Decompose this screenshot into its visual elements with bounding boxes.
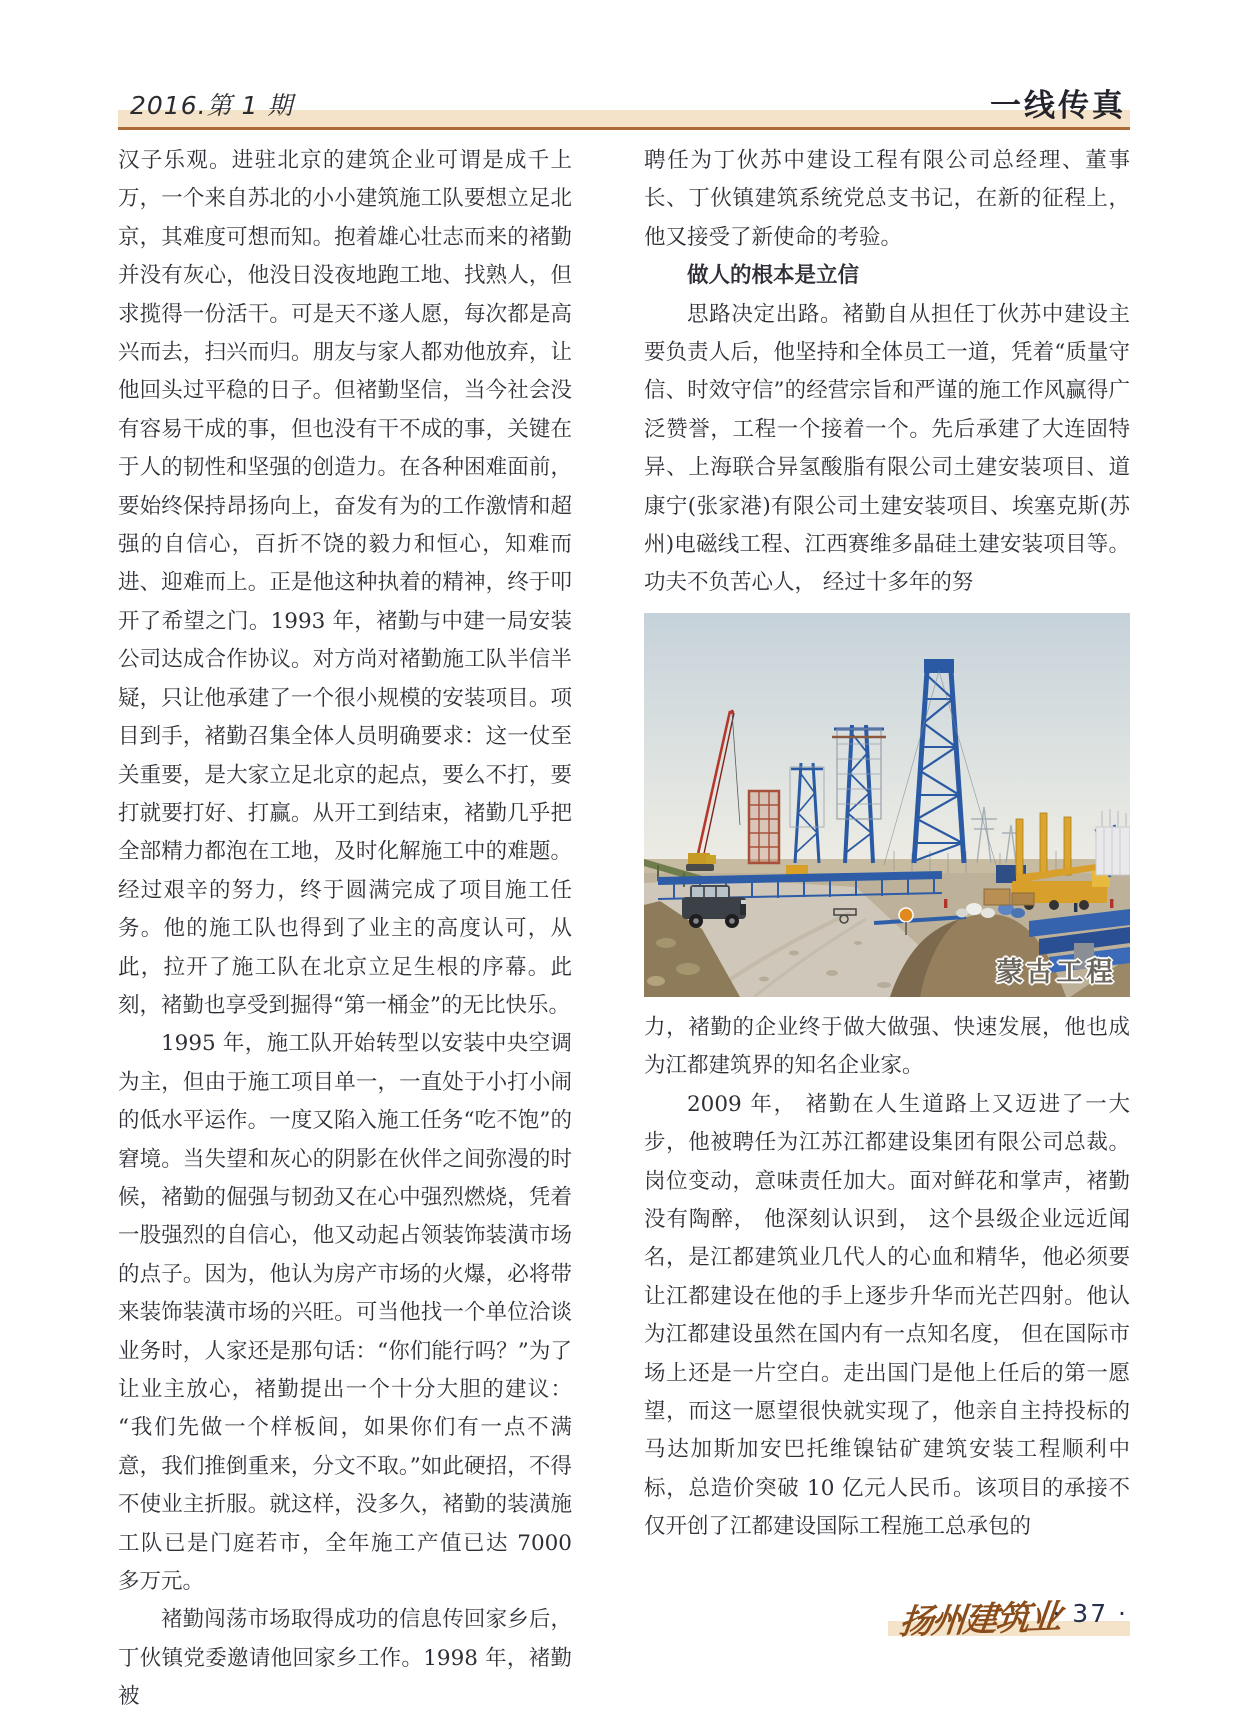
paragraph: 2009 年， 褚勤在人生道路上又迈进了一大步，他被聘任为江苏江都建设集团有限公司总裁。岗位变动，意味责任加大。面对鲜花和掌声，褚勤没有陶醉， 他深刻认识到， 这个县级企业远近闻名，是江都建筑业几代人的心血和精华，他必须要让江都建设在他的手上逐步升华而光芒四射。他认为江都建设虽然在国内有一点知名度， 但在国际市场上还是一片空白。走出国门是他上任后的第一愿望，而这一愿望很快就实现了，他亲自主持投标的马达加斯加安巴托维镍钴矿建筑安装工程顺利中标，总造价突破 10 亿元人民币。该项目的承接不仅开创了江都建设国际工程施工总承包的: [644, 1091, 1130, 1540]
paragraph: 汉子乐观。进驻北京的建筑企业可谓是成千上万，一个来自苏北的小小建筑施工队要想立足北京，其难度可想而知。抱着雄心壮志而来的褚勤并没有灰心，他没日没夜地跑工地、找熟人，但求揽得一份活干。可是天不遂人愿，每次都是高兴而去，扫兴而归。朋友与家人都劝他放弃，让他回头过平稳的日子。但褚勤坚信，当今社会没有容易干成的事，但也没有干不成的事，关键在于人的韧性和坚强的创造力。在各种困难面前，要始终保持昂扬向上，奋发有为的工作激情和超强的自信心，百折不饶的毅力和恒心，知难而进、迎难而上。正是他这种执着的精神，终于叩开了希望之门。1993 年，褚勤与中建一局安装公司达成合作协议。对方尚对褚勤施工队半信半疑，只让他承建了一个很小规模的安装项目。项目到手，褚勤召集全体人员明确要求：这一仗至关重要，是大家立足北京的起点，要么不打，要打就要打好、打赢。从开工到结束，褚勤几乎把全部精力都泡在工地，及时化解施工中的难题。经过艰辛的努力，终于圆满完成了项目施工任务。他的施工队也得到了业主的高度认可，从此，拉开了施工队在北京立足生根的序幕。此刻，褚勤也享受到掘得“第一桶金”的无比快乐。: [118, 148, 572, 1018]
photo-figure: [644, 613, 1130, 997]
paragraph: 聘任为丁伙苏中建设工程有限公司总经理、董事长、丁伙镇建筑系统党总支书记，在新的征程上，他又接受了新使命的考验。: [644, 148, 1130, 250]
page-number: · 37 ·: [1052, 1599, 1128, 1628]
paragraph: 力，褚勤的企业终于做大做强、快速发展，他也成为江都建筑界的知名企业家。: [644, 1014, 1130, 1079]
photo-caption: 蒙古工程: [996, 956, 1116, 988]
article-subheading: 做人的根本是立信: [687, 263, 860, 289]
issue-label: 2016.第 1 期: [130, 91, 294, 120]
left-column: [118, 142, 572, 1717]
paragraph: 1995 年，施工队开始转型以安装中央空调为主，但由于施工项目单一，一直处于小打小闹的低水平运作。一度又陷入施工任务“吃不饱”的窘境。当失望和灰心的阴影在伙伴之间弥漫的时候，褚勤的倔强与韧劲又在心中强烈燃烧，凭着一股强烈的自信心，他又动起占领装饰装潢市场的点子。因为，他认为房产市场的火爆，必将带来装饰装潢市场的兴旺。可当他找一个单位洽谈业务时，人家还是那句话：“你们能行吗？”为了让业主放心，褚勤提出一个十分大胆的建议：“我们先做一个样板间，如果你们有一点不满意，我们推倒重来，分文不取。”如此硬招，不得不使业主折服。就这样，没多久，褚勤的装潢施工队已是门庭若市，全年施工产值已达 7000 多万元。: [118, 1031, 572, 1595]
article-body: [118, 142, 1130, 1717]
journal-title: 扬州建筑业: [897, 1597, 1063, 1643]
right-column: [644, 142, 1130, 1717]
paragraph: 思路决定出路。褚勤自从担任丁伙苏中建设主要负责人后，他坚持和全体员工一道，凭着“质量守信、时效守信”的经营宗旨和严谨的施工作风赢得广泛赞誉，工程一个接着一个。先后承建了大连固特异、上海联合异氢酸脂有限公司土建安装项目、道康宁(张家港)有限公司土建安装项目、埃塞克斯(苏州)电磁线工程、江西赛维多晶硅土建安装项目等。功夫不负苦心人， 经过十多年的努: [644, 301, 1130, 596]
paragraph: 褚勤闯荡市场取得成功的信息传回家乡后，丁伙镇党委邀请他回家乡工作。1998 年，褚勤被: [118, 1607, 572, 1710]
construction-photo-illustration: [644, 613, 1130, 997]
section-label: 一线传真: [990, 88, 1126, 124]
